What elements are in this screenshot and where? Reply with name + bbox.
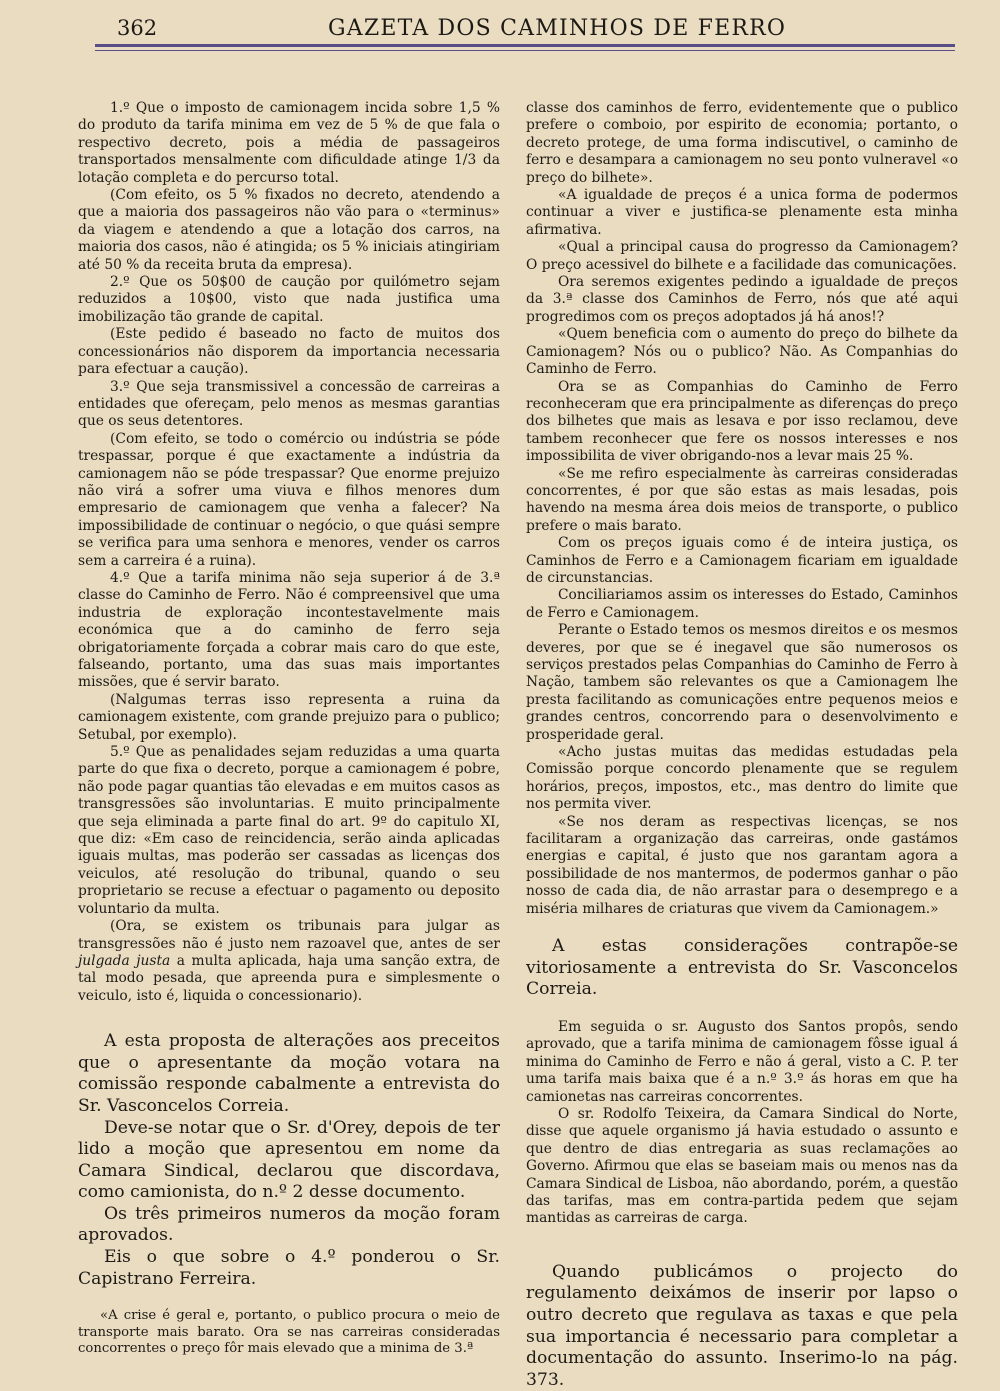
paragraph: 4.º Que a tarifa minima não seja superior á de 3.ª classe do Caminho de Ferro. Não é compreensivel que uma industria de exploração incontestavelmente mais económica que a do caminho de ferro seja obrigatoriamente forçada a cobrar mais caro do que este, falseando, portanto, uma das suas mais importantes missões, que é servir barato. xyxy=(78,569,500,691)
paragraph: 2.º Que os 50$00 de caução por quilómetro sejam reduzidos a 10$00, visto que nada justifica uma imobilização tão grande de capital. xyxy=(78,274,500,325)
page-header xyxy=(95,14,955,54)
header-rule-thin xyxy=(95,50,955,51)
italic-text: julgada justa xyxy=(78,952,171,969)
paragraph: «Se me refiro especialmente às carreiras consideradas concorrentes, é por que são estas as mais lesadas, pois havendo na mesma área dois meios de transporte, o publico prefere o mais barato. xyxy=(526,465,958,534)
paragraph: «A crise é geral e, portanto, o publico procura o meio de transporte mais barato. Ora se nas carreiras consideradas concorrentes o preço fôr mais elevado que a minima de 3.ª xyxy=(78,1308,500,1357)
paragraph: classe dos caminhos de ferro, evidentemente que o publico prefere o comboio, por espirito de economia; portanto, o decreto protege, de uma forma indiscutivel, o caminho de ferro e desampara a camionagem no seu ponto vulneravel «o preço do bilhete». xyxy=(526,100,958,186)
paragraph: Ora se as Companhias do Caminho de Ferro reconheceram que era principalmente as diferenças do preço dos bilhetes que mais as lesava e por isso reclamou, deve tambem reconhecer que fere os nossos interesses e nos impossibilita de viver obrigando-nos a levar mais 25 %. xyxy=(526,378,958,465)
editorial-note xyxy=(526,1262,958,1391)
paragraph: Conciliariamos assim os interesses do Estado, Caminhos de Ferro e Camionagem. xyxy=(526,587,958,621)
paragraph: «Quem beneficia com o aumento do preço do bilhete da Camionagem? Nós ou o publico? Não. As Companhias do Caminho de Ferro. xyxy=(526,326,958,378)
paragraph: (Este pedido é baseado no facto de muitos dos concessionários não disporem da importancia necessaria para efectuar a caução). xyxy=(78,326,500,378)
paragraph xyxy=(78,918,500,1005)
paragraph: Perante o Estado temos os mesmos direitos e os mesmos deveres, por que se é inegavel que são numerosos os serviços prestados pelas Companhias do Caminho de Ferro à Nação, tambem são relevantes os que a Camionagem lhe presta facilitando as comunicações entre pequenos meios e grandes centros, concorrendo para o desenvolvimento e prosperidade geral. xyxy=(526,622,958,743)
commentary xyxy=(78,1031,500,1290)
paragraph: Eis o que sobre o 4.º ponderou o Sr. Capistrano Ferreira. xyxy=(78,1247,500,1289)
commentary xyxy=(526,936,958,1001)
session-report xyxy=(526,1019,958,1228)
paragraph: A estas considerações contrapõe-se vitoriosamente a entrevista do Sr. Vasconcelos Correia. xyxy=(526,936,958,1000)
header-rule xyxy=(95,44,955,47)
paragraph: «Se nos deram as respectivas licenças, se nos facilitaram a organização das carreiras, onde gastámos energias e capital, é justo que nos garantam agora a possibilidade de nos mantermos, de podermos ganhar o pão nosso de cada dia, de não arrastar para o desemprego e a miséria milhares de criaturas que vivem da Camionagem.» xyxy=(526,813,958,917)
paragraph: «Acho justas muitas das medidas estudadas pela Comissão porque concordo plenamente que se regulem horários, preços, impostos, etc., mas dentro do limite que nos permita viver. xyxy=(526,744,958,813)
quote-continuation xyxy=(526,100,958,918)
paragraph: Ora seremos exigentes pedindo a igualdade de preços da 3.ª classe dos Caminhos de Ferro, nós que até aqui progredimos com os preços adoptados já há anos!? xyxy=(526,274,958,325)
page-number: 362 xyxy=(117,16,158,40)
paragraph: «A igualdade de preços é a unica forma de podermos continuar a viver e justifica-se plenamente esta minha afirmativa. xyxy=(526,187,958,238)
paragraph: Quando publicámos o projecto do regulamento deixámos de inserir por lapso o outro decreto que regulava as taxas e que pela sua importancia é necessario para completar a documentação do assunto. Inserimo-lo na pág. 373. xyxy=(526,1261,958,1390)
paragraph: 5.º Que as penalidades sejam reduzidas a uma quarta parte do que fixa o decreto, porque a camionagem é pobre, não pode pagar quantias tão elevadas e em muitos casos as transgressões são involuntarias. E muito principalmente que seja eliminada a parte final do art. 9º do capitulo XI, que diz: «Em caso de reincidencia, serão ainda aplicadas iguais multas, mas poderão ser cassadas as licenças dos veiculos, até resolução do tribunal, quando o seu proprietario se recuse a efectuar o pagamento ou deposito voluntario da multa. xyxy=(78,744,500,917)
paragraph: A esta proposta de alterações aos preceitos que o apresentante da moção votara na comissão responde cabalmente a entrevista do Sr. Vasconcelos Correia. xyxy=(78,1031,500,1116)
left-column xyxy=(78,100,500,1370)
journal-title: GAZETA DOS CAMINHOS DE FERRO xyxy=(328,16,787,41)
paragraph: «Qual a principal causa do progresso da Camionagem? O preço acessivel do bilhete e a facilidade das comunicações. xyxy=(526,239,958,273)
paragraph: (Nalgumas terras isso representa a ruina da camionagem existente, com grande prejuizo para o publico; Setubal, por exemplo). xyxy=(78,691,500,743)
paragraph: Com os preços iguais como é de inteira justiça, os Caminhos de Ferro e a Camionagem ficariam em igualdade de circunstancias. xyxy=(526,535,958,586)
text-run: (Ora, se existem os tribunais para julgar as transgressões não é justo nem razoavel que, antes de ser xyxy=(78,918,500,952)
paragraph: 1.º Que o imposto de camionagem incida sobre 1,5 % do produto da tarifa minima em vez de 5 % de que fala o respectivo decreto, pois a média de passageiros transportados mensalmente com dificuldade atinge 1/3 da lotação completa e do percurso total. xyxy=(78,100,500,186)
quote xyxy=(78,1308,500,1357)
paragraph: O sr. Rodolfo Teixeira, da Camara Sindical do Norte, disse que aquele organismo já havia estudado o assunto e que dentro de dias entregaria as suas reclamações ao Governo. Afirmou que elas se baseiam mais ou menos nas da Camara Sindical de Lisboa, não abordando, porém, a questão das tarifas, mas em contra-partida pedem que sejam mantidas as carreiras de carga. xyxy=(526,1105,958,1227)
paragraph: (Com efeito, os 5 % fixados no decreto, atendendo a que a maioria dos passageiros não vão para o «terminus» da viagem e atendendo a que a lotação dos carros, na maioria dos casos, não é atingida; os 5 % iniciais atingiriam até 50 % da receita bruta da empresa). xyxy=(78,187,500,273)
motion-points xyxy=(78,100,500,1005)
paragraph: Deve-se notar que o Sr. d'Orey, depois de ter lido a moção que apresentou em nome da Camara Sindical, declarou que discordava, como camionista, do n.º 2 desse documento. xyxy=(78,1117,500,1203)
paragraph: Em seguida o sr. Augusto dos Santos propôs, sendo aprovado, que a tarifa minima de camionagem fôsse igual á minima do Caminho de Ferro e não á geral, visto a C. P. ter uma tarifa mais baixa que é a n.º 3.º ás horas em que ha camionetas nas carreiras concorrentes. xyxy=(526,1018,958,1105)
paragraph: 3.º Que seja transmissivel a concessão de carreiras a entidades que ofereçam, pelo menos as mesmas garantias que os seus detentores. xyxy=(78,378,500,430)
text-run: a multa aplicada, haja uma sanção extra, de tal modo pesada, que apreenda pura e simplesmente o veiculo, isto é, liquida o concessionario). xyxy=(78,952,500,1004)
paragraph: (Com efeito, se todo o comércio ou indústria se póde trespassar, porque é que exactamente a indústria da camionagem não se póde trespassar? Que enorme prejuizo não virá a sofrer uma viuva e filhos menores dum empresario de camionagem que venha a falecer? Na impossibilidade de continuar o negócio, o que quási sempre se verifica para uma senhora e menores, vender os carros sem a carreira é a ruina). xyxy=(78,430,500,569)
right-column xyxy=(526,100,958,1390)
paragraph: Os três primeiros numeros da moção foram aprovados. xyxy=(78,1203,500,1246)
